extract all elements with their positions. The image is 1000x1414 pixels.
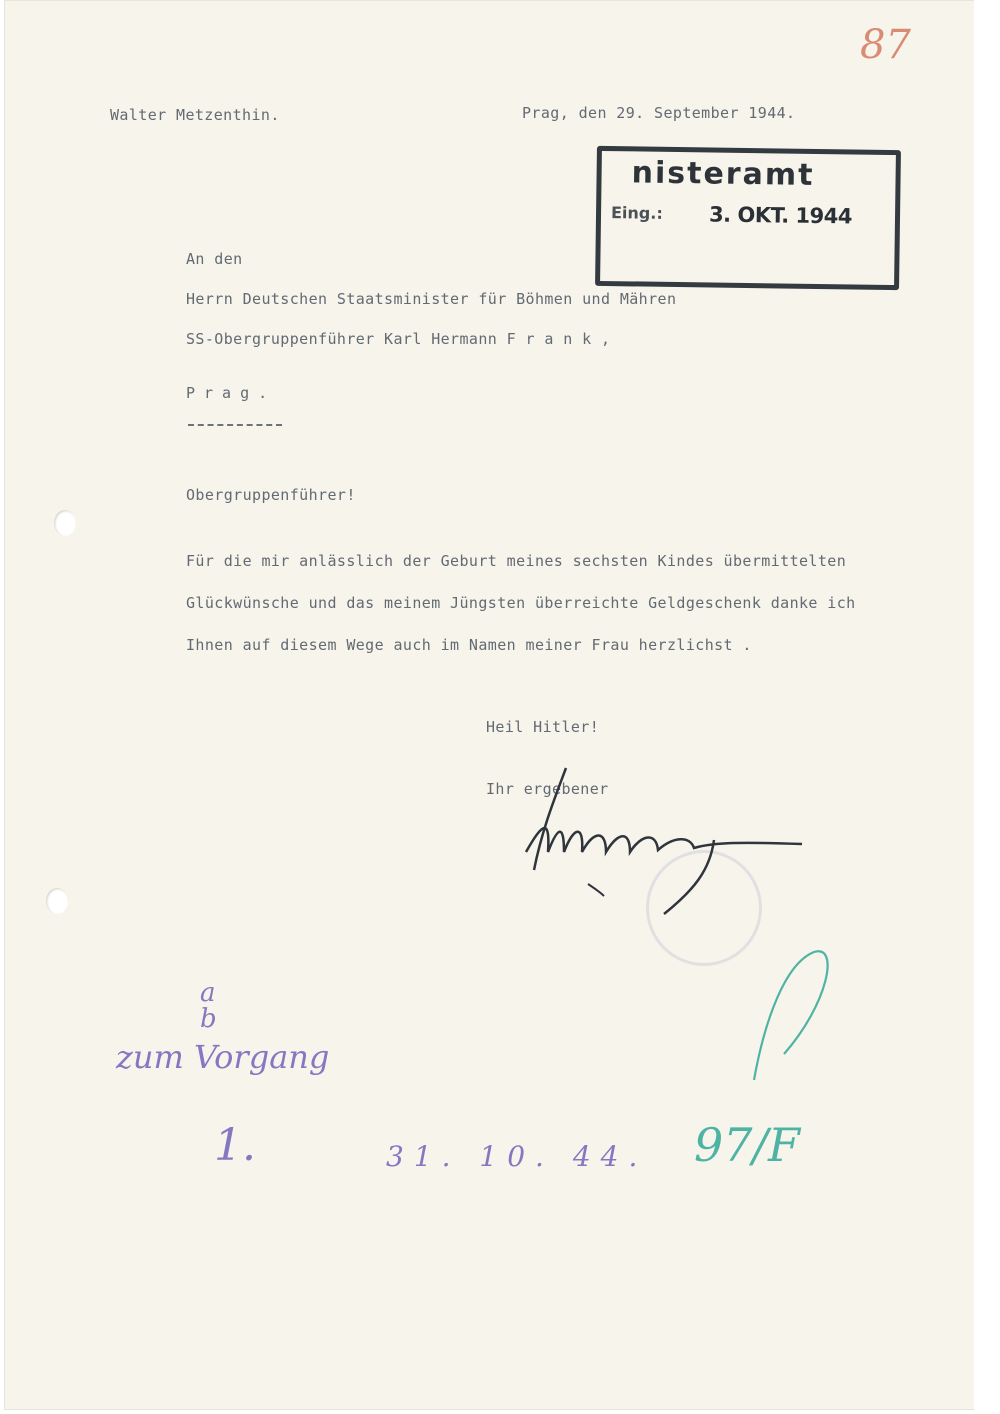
salutation: Obergruppenführer! bbox=[186, 486, 356, 504]
green-loop bbox=[744, 944, 844, 1084]
body-line-2: Glückwünsche und das meinem Jüngsten überreichte Geldgeschenk danke ich bbox=[186, 594, 856, 612]
sender-name: Walter Metzenthin. bbox=[110, 106, 280, 124]
violet-note: zum Vorgang bbox=[116, 1038, 330, 1076]
violet-date: 31. 10. 44. bbox=[386, 1140, 648, 1173]
body-line-1: Für die mir anlässlich der Geburt meines sechsten Kindes übermittelten bbox=[186, 552, 847, 570]
closing-greeting: Heil Hitler! bbox=[486, 718, 600, 736]
handwritten-signature bbox=[514, 760, 814, 920]
recipient-line-1: An den bbox=[186, 250, 243, 268]
violet-initials: a b bbox=[200, 978, 217, 1034]
city-underline bbox=[188, 424, 282, 426]
stamp-received-label: Eing.: bbox=[610, 203, 663, 223]
archive-number: 87 bbox=[860, 22, 911, 68]
punch-hole-bottom bbox=[46, 888, 68, 914]
place-date: Prag, den 29. September 1944. bbox=[522, 104, 796, 122]
received-stamp bbox=[595, 146, 901, 290]
green-mark: 97/F bbox=[694, 1118, 800, 1172]
violet-mark: 1. bbox=[214, 1120, 256, 1171]
recipient-line-2: Herrn Deutschen Staatsminister für Böhmen und Mähren bbox=[186, 290, 677, 308]
recipient-city: Prag. bbox=[186, 384, 277, 402]
stamp-office: nisteramt bbox=[631, 155, 815, 193]
closing-valediction: Ihr ergebener bbox=[486, 780, 609, 798]
punch-hole-top bbox=[54, 510, 76, 536]
letter-page bbox=[4, 0, 976, 1410]
recipient-line-3: SS-Obergruppenführer Karl Hermann F r a n k , bbox=[186, 330, 611, 348]
body-line-3: Ihnen auf diesem Wege auch im Namen meiner Frau herzlichst . bbox=[186, 636, 752, 654]
page-edge bbox=[974, 0, 1000, 1414]
stamp-received-date: 3. OKT. 1944 bbox=[708, 202, 853, 229]
